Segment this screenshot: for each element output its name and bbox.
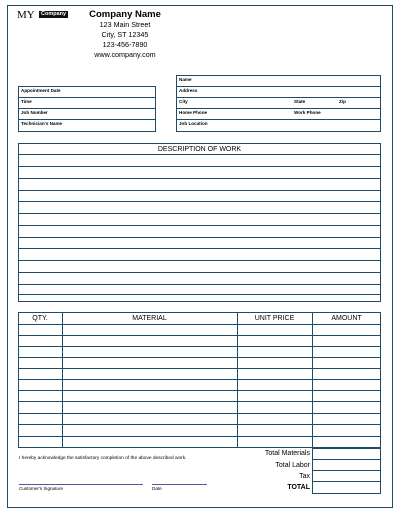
date-label: Date [152, 486, 162, 491]
company-city: City, ST 12345 [101, 30, 149, 39]
customer-signature-line[interactable] [19, 484, 143, 485]
description-header: DESCRIPTION OF WORK [157, 146, 242, 153]
job-location-field[interactable]: Job Location [179, 121, 208, 126]
company-info [85, 9, 165, 60]
qty-header: QTY. [32, 315, 48, 322]
amount-header: AMOUNT [331, 315, 362, 322]
materials-table [18, 312, 381, 448]
state-field[interactable]: State [294, 99, 306, 104]
appointment-date-field[interactable]: Appointment Date [21, 88, 61, 93]
logo-my-text: MY [17, 9, 35, 21]
customer-signature-label: Customer's Signature [19, 486, 64, 491]
logo-badge: Company [41, 11, 67, 17]
unit-price-header: UNIT PRICE [254, 315, 295, 322]
total-materials-label: Total Materials [264, 450, 310, 457]
technician-name-field[interactable]: Technician's Name [21, 121, 63, 126]
total-label: TOTAL [287, 484, 310, 491]
city-field[interactable]: City [179, 99, 188, 104]
company-phone: 123-456-7890 [102, 40, 148, 49]
home-phone-field[interactable]: Home Phone [179, 110, 208, 115]
date-line[interactable] [152, 484, 207, 485]
tax-label: Tax [299, 473, 310, 480]
customer-name-field[interactable]: Name [179, 77, 192, 82]
company-name: Company Name [89, 9, 161, 20]
total-labor-label: Total Labor [275, 462, 310, 469]
acknowledgement-text: I hereby acknowledge the satisfactory completion of the above described work. [19, 456, 187, 461]
zip-field[interactable]: Zip [339, 99, 346, 104]
company-street: 123 Main Street [99, 20, 151, 29]
address-field[interactable]: Address [179, 88, 198, 93]
job-number-field[interactable]: Job Number [21, 110, 48, 115]
total-field[interactable] [312, 481, 381, 494]
time-field[interactable]: Time [21, 99, 32, 104]
company-website: www.company.com [94, 50, 156, 59]
material-header: MATERIAL [132, 315, 167, 322]
work-phone-field[interactable]: Work Phone [294, 110, 321, 115]
